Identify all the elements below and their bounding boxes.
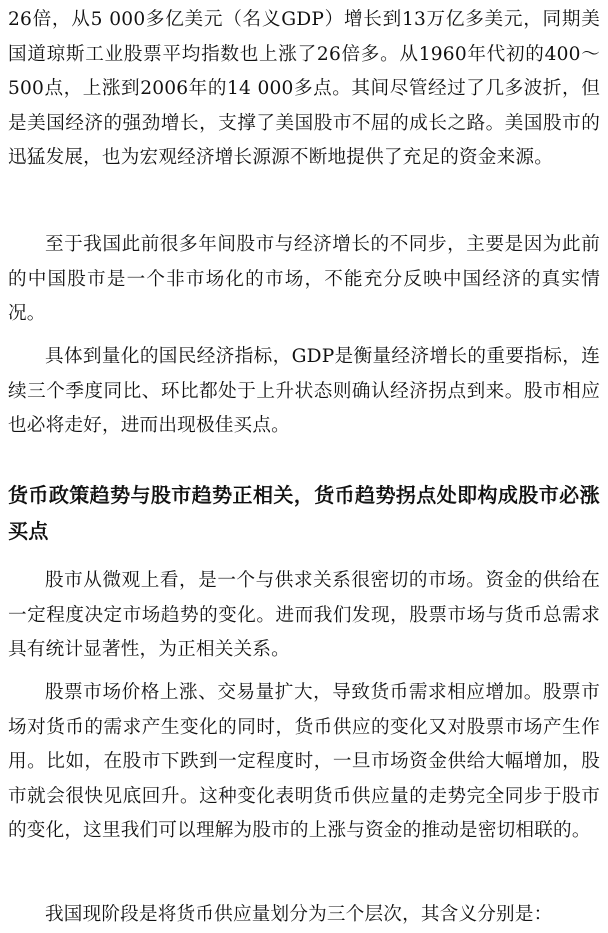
- paragraph-gdp-indicator: 具体到量化的国民经济指标，GDP是衡量经济增长的重要指标，连续三个季度同比、环比都处于上升状态则确认经济拐点到来。股市相应也必将走好，进而出现极佳买点。: [8, 346, 600, 436]
- paragraph-money-supply-levels: 我国现阶段是将货币供应量划分为三个层次，其含义分别是：: [45, 904, 553, 925]
- paragraph-china-market: 至于我国此前很多年间股市与经济增长的不同步，主要是因为此前的中国股市是一个非市场化的市场，不能充分反映中国经济的真实情况。: [8, 234, 600, 324]
- paragraph-money-demand: 股票市场价格上涨、交易量扩大，导致货币需求相应增加。股票市场对货币的需求产生变化的同时，货币供应的变化又对股票市场产生作用。比如，在股市下跌到一定程度时，一旦市场资金供给大幅增加，股市就会很快见底回升。这种变化表明货币供应量的走势完全同步于股市的变化，这里我们可以理解为股市的上涨与资金的推动是密切相联的。: [8, 682, 600, 841]
- paragraph-supply-demand: 股市从微观上看，是一个与供求关系很密切的市场。资金的供给在一定程度决定市场趋势的变化。进而我们发现，股票市场与货币总需求具有统计显著性，为正相关关系。: [8, 570, 600, 660]
- paragraph-gdp-growth: 26倍，从5 000多亿美元（名义GDP）增长到13万亿多美元，同期美国道琼斯工业股票平均指数也上涨了26倍多。从1960年代初的400～500点，上涨到2006年的14 000多点。其间尽管经过了几多波折，但是美国经济的强劲增长，支撑了美国股市不屈的成长之路。美国股市的迅猛发展，也为宏观经济增长源源不断地提供了充足的资金来源。: [8, 9, 600, 168]
- section-heading: 货币政策趋势与股市趋势正相关，货币趋势拐点处即构成股市必涨买点: [8, 483, 600, 543]
